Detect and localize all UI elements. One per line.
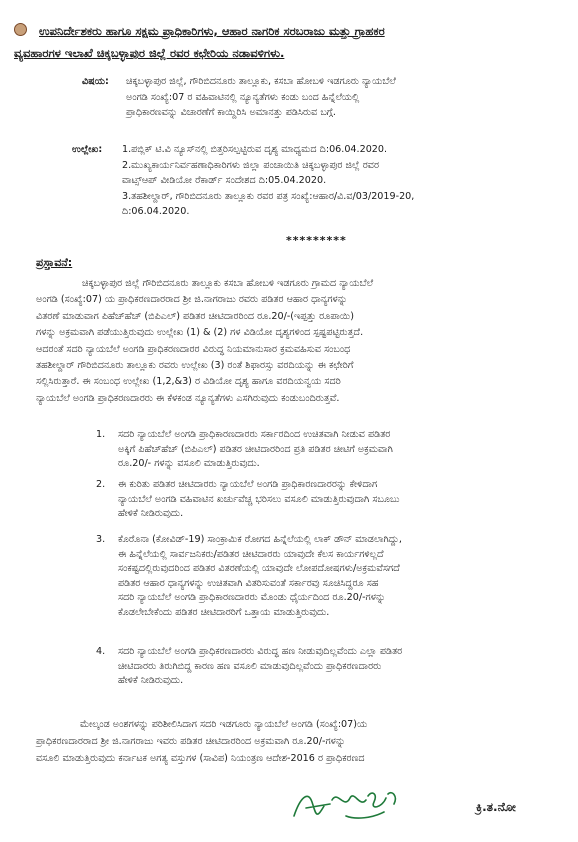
closing-paragraph: ಮೇಲ್ಕಂಡ ಅಂಶಗಳನ್ನು ಪರಿಶೀಲಿಸಿದಾಗ ಸದರಿ ಇಡಗೂರು ನ್ಯಾಯಬೆಲೆ ಅಂಗಡಿ (ಸಂಖ್ಯೆ:07)ಯ ಪ್ರಾಧಿಕರಣದಾರರಾದ ಶ್ರೀ ಜಿ.ನಾಗರಾಜು ಇವರು ಪಡಿತರ ಚೀಟಿದಾರರಿಂದ ಅಕ್ರಮವಾಗಿ ರೂ.20/-ಗಳನ್ನು ವಸೂಲಿ ಮಾಡುತ್ತಿರುವುದು ಕರ್ನಾಟಕ ಅಗತ್ಯ ವಸ್ತುಗಳ (ಸಾವಿಪ) ನಿಯಂತ್ರಣ ಆದೇಶ-2016 ರ ಪ್ರಾಧಿಕರಣದ (36, 719, 368, 764)
list-item: 4. ಸದರಿ ನ್ಯಾಯಬೆಲೆ ಅಂಗಡಿ ಪ್ರಾಧಿಕರಣದಾರರು ವಿರುದ್ಧ ಹಣ ನೀಡುವುದಿಲ್ಲವೆಂದು ಎಲ್ಲಾ ಪಡಿತರ ಚೀಟಿದಾರರು ತಿರುಗಿಬಿದ್ದ ಕಾರಣ ಹಣ ವಸೂಲಿ ಮಾಡುವುದಿಲ್ಲವೆಂದು ಪ್ರಾಧಿಕರಣದಾರರು ಹೇಳಿಕೆ ನೀಡಿರುವುದು. (96, 646, 403, 687)
separator: ********* (286, 234, 347, 247)
preamble-heading: ಪ್ರಸ್ತಾವನೆ: (36, 256, 73, 269)
header-line-2: ವ್ಯವಹಾರಗಳ ಇಲಾಖೆ ಚಿಕ್ಕಬಳ್ಳಾಪುರ ಜಿಲ್ಲೆ ರವರ ಕಛೇರಿಯ ನಡಾವಳಿಗಳು. (14, 46, 285, 60)
header-line-1: ಉಪನಿರ್ದೇಶಕರು ಹಾಗೂ ಸಕ್ಷಮ ಪ್ರಾಧಿಕಾರಿಗಳು, ಆಹಾರ ನಾಗರಿಕ ಸರಬರಾಜು ಮತ್ತು ಗ್ರಾಹಕರ (14, 20, 554, 42)
list-item: 1. ಸದರಿ ನ್ಯಾಯಬೆಲೆ ಅಂಗಡಿ ಪ್ರಾಧಿಕಾರಣದಾರರು ಸರ್ಕಾರದಿಂದ ಉಚಿತವಾಗಿ ನೀಡುವ ಪಡಿತರ ಅಕ್ಕಿಗೆ ಪಿಹೆಚ್‌ಹೆಚ್ (ಬಿಪಿಎಲ್) ಪಡಿತರ ಚೀಟಿದಾರರಿಂದ ಪ್ರತಿ ಪಡಿತರ ಚೀಟಿಗೆ ಅಕ್ರಮವಾಗಿ ರೂ.20/- ಗಳನ್ನು ವಸೂಲಿ ಮಾಡುತ್ತಿರುವುದು. (96, 429, 393, 470)
intro-paragraph: ಚಿಕ್ಕಬಳ್ಳಾಪುರ ಜಿಲ್ಲೆ ಗೌರಿಬಿದನೂರು ತಾಲ್ಲೂಕು ಕಸಬಾ ಹೋಬಳಿ ಇಡಗೂರು ಗ್ರಾಮದ ನ್ಯಾಯಬೆಲೆ ಅಂಗಡಿ (ಸಂಖ್ಯೆ:07) ಯ ಪ್ರಾಧಿಕರಣದಾರರಾದ ಶ್ರೀ ಜಿ.ನಾಗರಾಜು ರವರು ಪಡಿತರ ಆಹಾರ ಧಾನ್ಯಗಳನ್ನು ವಿತರಣೆ ಮಾಡುವಾಗ ಪಿಹೆಚ್‌ಹೆಚ್ (ಬಿಪಿಎಲ್) ಪಡಿತರ ಚೀಟಿದಾರರಿಂದ ರೂ.20/-(ಇಪ್ಪತ್ತು ರೂಪಾಯಿ) ಗಳನ್ನು ಅಕ್ರಮವಾಗಿ ಪಡೆಯುತ್ತಿರುವುದು ಉಲ್ಲೇಖ (1) & (2) ಗಳ ವಿಡಿಯೋ ದೃಶ್ಯಗಳಿಂದ ಸ್ಪಷ್ಟಪಟ್ಟಿರುತ್ತದೆ. ಆದರಂತೆ ಸದರಿ ನ್ಯಾಯಬೆಲೆ ಅಂಗಡಿ ಪ್ರಾಧಿಕರಣದಾರರ ವಿರುದ್ಧ ನಿಯಮಾನುಸಾರ ಕ್ರಮವಹಿಸುವ ಸಂಬಂಧ ತಹಶೀಲ್ದಾರ್ ಗೌರಿಬಿದನೂರು ತಾಲ್ಲೂಕು ರವರು ಉಲ್ಲೇಖ (3) ರಂತೆ ಶಿಫಾರಸ್ಸು ವರದಿಯನ್ನು ಈ ಕಛೇರಿಗೆ ಸಲ್ಲಿಸಿರುತ್ತಾರೆ. ಈ ಸಂಬಂಧ ಉಲ್ಲೇಖ (1,2,&3) ರ ವಿಡಿಯೋ ದೃಶ್ಯ ಹಾಗೂ ವರದಿಯನ್ವಯ ಸದರಿ ನ್ಯಾಯಬೆಲೆ ಅಂಗಡಿ ಪ್ರಾಧಿಕರಣದಾರರು ಈ ಕೆಳಕಂಡ ನ್ಯೂನ್ಯತೆಗಳು ಎಸಗಿರುವುದು ಕಂಡುಬಂದಿರುತ್ತವೆ. (36, 278, 374, 404)
bullet-icon (14, 23, 27, 36)
subject-text: ಚಿಕ್ಕಬಳ್ಳಾಪುರ ಜಿಲ್ಲೆ, ಗೌರಿಬಿದನೂರು ತಾಲ್ಲೂಕು, ಕಸಬಾ ಹೋಬಳಿ ಇಡಗೂರು ನ್ಯಾಯಬೆಲೆ ಅಂಗಡಿ ಸಂಖ್ಯೆ:07 ರ ವಹಿವಾಟಿನಲ್ಲಿ ನ್ಯೂನ್ಯತೆಗಳು ಕಂಡು ಬಂದ ಹಿನ್ನೆಲೆಯಲ್ಲಿ ಪ್ರಾಧಿಕಾರಣವನ್ನು ವಿಚಾರಣೆಗೆ ಕಾಯ್ದಿರಿಸಿ ಅಮಾನತ್ತು ಪಡಿಸಿರುವ ಬಗ್ಗೆ. (126, 76, 396, 118)
list-item: 3. ಕೊರೊನಾ (ಕೋವಿಡ್-19) ಸಾಂಕ್ರಾಮಿಕ ರೋಗದ ಹಿನ್ನೆಲೆಯಲ್ಲಿ ಲಾಕ್ ಡೌನ್ ಮಾಡಲಾಗಿದ್ದು, ಈ ಹಿನ್ನೆಲೆಯಲ್ಲಿ ಸಾರ್ವಜನಿಕರು/ಪಡಿತರ ಚೀಟಿದಾರರು ಯಾವುದೇ ಕೆಲಸ ಕಾರ್ಯಗಳಿಲ್ಲದೆ ಸಂಕಷ್ಟದಲ್ಲಿರುವುದರಿಂದ ಪಡಿತರ ವಿತರಣೆಯಲ್ಲಿ ಯಾವುದೇ ಲೋಪದೋಷಗಳು/ಅಕ್ರಮವೆಸಗದೆ ಪಡಿತರ ಆಹಾರ ಧಾನ್ಯಗಳನ್ನು ಉಚಿತವಾಗಿ ವಿತರಿಸುವಂತೆ ಸರ್ಕಾರವು ಸೂಚಿಸಿದ್ದರೂ ಸಹ ಸದರಿ ನ್ಯಾಯಬೆಲೆ ಅಂಗಡಿ ಪ್ರಾಧಿಕಾರಣದಾರರು ಮೊಂಡು ಧೈರ್ಯದಿಂದ ರೂ.20/-ಗಳನ್ನು ಕೊಡಲೇಬೇಕೆಂದು ಪಡಿತರ ಚೀಟಿದಾರರಿಗೆ ಒತ್ತಾಯ ಮಾಡುತ್ತಿರುವುದು. (96, 534, 402, 618)
signature-mark (286, 780, 406, 830)
subject-label: ವಿಷಯ: (82, 76, 109, 87)
references-label: ಉಲ್ಲೇಖ: (72, 144, 103, 155)
initials: ಕ್ರಿ.ತ.ನೋ (476, 800, 516, 814)
list-item: 2. ಈ ಕುರಿತು ಪಡಿತರ ಚೀಟಿದಾರರು ನ್ಯಾಯಬೆಲೆ ಅಂಗಡಿ ಪ್ರಾಧಿಕಾರಣದಾರರನ್ನು ಕೇಳಿದಾಗ ನ್ಯಾಯಬೆಲೆ ಅಂಗಡಿ ವಹಿವಾಟಿನ ಖರ್ಚುವೆಚ್ಚ ಭರಿಸಲು ವಸೂಲಿ ಮಾಡುತ್ತಿರುವುದಾಗಿ ಸಬೂಬು ಹೇಳಿಕೆ ನೀಡಿರುವುದು. (96, 479, 400, 520)
document-header (14, 20, 554, 64)
references-text: 1.ಪಬ್ಲಿಕ್ ಟಿ.ವಿ ನ್ಯೂಸ್‌ನಲ್ಲಿ ಬಿತ್ತರಿಸಲ್ಪಟ್ಟಿರುವ ದೃಶ್ಯ ಮಾಧ್ಯಮದ ದಿ:06.04.2020. 2.ಮುಖ್ಯಕಾರ್ಯನಿರ್ವಹಣಾಧಿಕಾರಿಗಳು ಜಿಲ್ಲಾ ಪಂಚಾಯಿತಿ ಚಿಕ್ಕಬಳ್ಳಾಪುರ ಜಿಲ್ಲೆ ರವರ ವಾಟ್ಸ್‌ಆಪ್ ವೀಡಿಯೋ ರೆಕಾರ್ಡ್ ಸಂದೇಶದ ದಿ:05.04.2020. 3.ತಹಶೀಲ್ದಾರ್, ಗೌರಿಬಿದನೂರು ತಾಲ್ಲೂಕು ರವರ ಪತ್ರ ಸಂಖ್ಯೆ:ಆಹಾರ/ವಿ.ವ/03/2019-20, ದಿ:06.04.2020. (122, 144, 415, 217)
